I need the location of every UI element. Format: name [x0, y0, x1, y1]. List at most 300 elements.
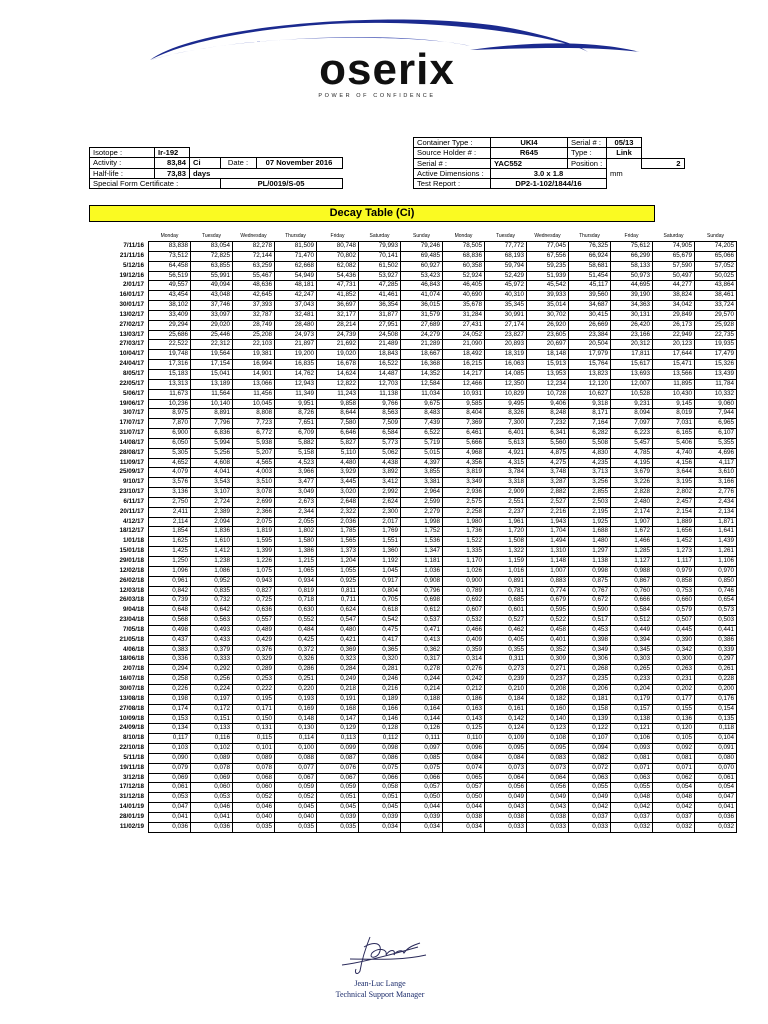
- activity-cell: 1,045: [359, 566, 401, 576]
- activity-cell: 0,046: [233, 803, 275, 813]
- activity-cell: 0,069: [191, 773, 233, 783]
- activity-cell: 0,394: [611, 635, 653, 645]
- source-holder-label: Source Holder # :: [414, 148, 491, 158]
- activity-cell: 0,226: [149, 684, 191, 694]
- activity-cell: 0,060: [233, 783, 275, 793]
- signature: [330, 925, 440, 977]
- activity-cell: 10,931: [443, 389, 485, 399]
- activity-cell: 0,522: [527, 616, 569, 626]
- row-date: 13/03/17: [119, 330, 144, 338]
- activity-cell: 3,226: [611, 478, 653, 488]
- activity-cell: 0,398: [569, 635, 611, 645]
- activity-cell: 6,522: [401, 429, 443, 439]
- activity-cell: 0,188: [401, 694, 443, 704]
- activity-cell: 3,892: [359, 468, 401, 478]
- table-row: [89, 261, 737, 271]
- activity-cell: 9,585: [443, 399, 485, 409]
- activity-cell: 0,292: [191, 665, 233, 675]
- activity-cell: 0,035: [233, 822, 275, 832]
- row-date: 31/07/17: [119, 429, 144, 437]
- active-dimensions-unit: mm: [610, 168, 623, 178]
- activity-cell: 0,601: [485, 606, 527, 616]
- activity-cell: 0,249: [317, 675, 359, 685]
- activity-cell: 12,234: [527, 379, 569, 389]
- activity-cell: 1,494: [527, 537, 569, 547]
- activity-cell: 42,645: [233, 291, 275, 301]
- activity-cell: 0,326: [275, 655, 317, 665]
- activity-cell: 0,917: [359, 576, 401, 586]
- activity-cell: 11,138: [359, 389, 401, 399]
- table-row: [89, 616, 737, 626]
- table-row: [89, 547, 737, 557]
- row-date: 11/02/19: [119, 822, 144, 830]
- activity-cell: 1,138: [569, 557, 611, 567]
- activity-cell: 0,043: [527, 803, 569, 813]
- activity-cell: 23,166: [611, 330, 653, 340]
- activity-cell: 2,411: [149, 507, 191, 517]
- activity-cell: 58,133: [611, 261, 653, 271]
- day-header: Tuesday: [202, 233, 221, 239]
- activity-cell: 18,148: [527, 350, 569, 360]
- activity-cell: 26,669: [569, 320, 611, 330]
- day-header: Wednesday: [534, 233, 561, 239]
- row-date: 22/10/18: [119, 744, 144, 752]
- activity-cell: 18,843: [359, 350, 401, 360]
- table-row: [89, 596, 737, 606]
- row-date: 26/02/18: [119, 576, 144, 584]
- activity-cell: 4,921: [485, 448, 527, 458]
- activity-cell: 4,565: [233, 458, 275, 468]
- activity-cell: 2,258: [443, 507, 485, 517]
- activity-cell: 19,935: [695, 340, 737, 350]
- activity-cell: 43,454: [149, 291, 191, 301]
- activity-cell: 7,509: [359, 419, 401, 429]
- activity-cell: 57,052: [695, 261, 737, 271]
- activity-cell: 14,624: [317, 369, 359, 379]
- activity-cell: 0,168: [317, 704, 359, 714]
- activity-cell: 1,075: [233, 566, 275, 576]
- activity-cell: 72,825: [191, 251, 233, 261]
- table-row: [89, 242, 737, 252]
- activity-cell: 13,566: [653, 369, 695, 379]
- activity-cell: 0,379: [191, 645, 233, 655]
- activity-cell: 0,045: [359, 803, 401, 813]
- activity-cell: 1,335: [443, 547, 485, 557]
- activity-cell: 1,285: [611, 547, 653, 557]
- serial-a-label: Serial # :: [568, 138, 607, 148]
- activity-cell: 0,060: [191, 783, 233, 793]
- activity-cell: 0,126: [401, 724, 443, 734]
- activity-cell: 6,107: [695, 429, 737, 439]
- activity-cell: 7,369: [443, 419, 485, 429]
- activity-cell: 0,033: [485, 822, 527, 832]
- activity-cell: 0,089: [233, 753, 275, 763]
- table-row: [89, 822, 737, 832]
- activity-cell: 24,279: [401, 330, 443, 340]
- activity-cell: 0,087: [317, 753, 359, 763]
- activity-cell: 2,936: [443, 488, 485, 498]
- activity-cell: 0,148: [275, 714, 317, 724]
- row-date: 19/12/16: [119, 271, 144, 279]
- activity-cell: 0,139: [569, 714, 611, 724]
- activity-cell: 4,968: [443, 448, 485, 458]
- table-row: [89, 438, 737, 448]
- activity-cell: 4,652: [149, 458, 191, 468]
- activity-cell: 79,246: [401, 242, 443, 252]
- activity-cell: 0,642: [191, 606, 233, 616]
- activity-cell: 0,045: [275, 803, 317, 813]
- activity-cell: 17,479: [695, 350, 737, 360]
- row-date: 16/07/18: [119, 675, 144, 683]
- activity-cell: 0,988: [611, 566, 653, 576]
- activity-cell: 2,174: [611, 507, 653, 517]
- signatory: [280, 978, 480, 1000]
- activity-cell: 4,275: [527, 458, 569, 468]
- activity-cell: 57,590: [653, 261, 695, 271]
- source-holder-value: R645: [491, 148, 568, 158]
- activity-cell: 3,166: [695, 478, 737, 488]
- activity-cell: 1,943: [527, 517, 569, 527]
- activity-cell: 0,685: [485, 596, 527, 606]
- activity-cell: 0,462: [485, 625, 527, 635]
- activity-cell: 1,480: [569, 537, 611, 547]
- activity-cell: 0,128: [359, 724, 401, 734]
- activity-cell: 15,041: [191, 369, 233, 379]
- activity-cell: 70,141: [359, 251, 401, 261]
- activity-cell: 10,140: [191, 399, 233, 409]
- activity-cell: 0,044: [443, 803, 485, 813]
- activity-cell: 16,835: [275, 360, 317, 370]
- activity-cell: 9,145: [653, 399, 695, 409]
- activity-cell: 1,625: [149, 537, 191, 547]
- position-label: Position :: [568, 158, 607, 168]
- activity-cell: 8,726: [275, 409, 317, 419]
- activity-cell: 45,972: [485, 281, 527, 291]
- activity-cell: 0,202: [653, 684, 695, 694]
- position-value: 2: [642, 158, 685, 168]
- activity-cell: 0,273: [485, 665, 527, 675]
- table-row: [89, 448, 737, 458]
- activity-cell: 3,107: [191, 488, 233, 498]
- activity-cell: 0,883: [527, 576, 569, 586]
- activity-cell: 1,297: [569, 547, 611, 557]
- activity-cell: 0,115: [233, 734, 275, 744]
- activity-cell: 0,177: [653, 694, 695, 704]
- table-row: [89, 291, 737, 301]
- activity-cell: 74,205: [695, 242, 737, 252]
- activity-cell: 12,007: [611, 379, 653, 389]
- activity-cell: 15,617: [611, 360, 653, 370]
- activity-cell: 0,136: [653, 714, 695, 724]
- activity-cell: 0,666: [611, 596, 653, 606]
- activity-cell: 81,509: [275, 242, 317, 252]
- activity-cell: 2,599: [401, 497, 443, 507]
- activity-cell: 0,125: [443, 724, 485, 734]
- activity-cell: 0,507: [653, 616, 695, 626]
- activity-cell: 0,573: [695, 606, 737, 616]
- activity-cell: 55,991: [191, 271, 233, 281]
- activity-cell: 0,071: [653, 763, 695, 773]
- activity-cell: 25,208: [233, 330, 275, 340]
- activity-cell: 6,341: [527, 429, 569, 439]
- row-date: 20/11/17: [119, 507, 144, 515]
- activity-cell: 1,439: [695, 537, 737, 547]
- activity-cell: 0,062: [653, 773, 695, 783]
- activity-cell: 0,047: [695, 793, 737, 803]
- activity-cell: 0,850: [695, 576, 737, 586]
- activity-cell: 2,237: [485, 507, 527, 517]
- row-date: 29/01/18: [119, 557, 144, 564]
- activity-cell: 59,235: [527, 261, 569, 271]
- activity-cell: 10,627: [569, 389, 611, 399]
- activity-cell: 0,184: [485, 694, 527, 704]
- activity-cell: 0,595: [527, 606, 569, 616]
- activity-cell: 0,070: [695, 763, 737, 773]
- row-date: 17/07/17: [119, 419, 144, 427]
- table-row: [89, 694, 737, 704]
- activity-cell: 2,134: [695, 507, 737, 517]
- activity-cell: 62,082: [317, 261, 359, 271]
- activity-cell: 0,057: [443, 783, 485, 793]
- activity-cell: 24,739: [317, 330, 359, 340]
- activity-cell: 0,216: [359, 684, 401, 694]
- activity-cell: 0,075: [359, 763, 401, 773]
- activity-cell: 2,503: [569, 497, 611, 507]
- activity-cell: 3,318: [485, 478, 527, 488]
- activity-cell: 0,311: [485, 655, 527, 665]
- activity-cell: 6,772: [233, 429, 275, 439]
- activity-cell: 8,808: [233, 409, 275, 419]
- activity-cell: 0,471: [401, 625, 443, 635]
- activity-cell: 9,766: [359, 399, 401, 409]
- activity-cell: 0,484: [275, 625, 317, 635]
- activity-cell: 16,215: [443, 360, 485, 370]
- activity-cell: 1,998: [401, 517, 443, 527]
- activity-cell: 31,877: [359, 310, 401, 320]
- activity-cell: 12,822: [317, 379, 359, 389]
- activity-cell: 1,170: [443, 557, 485, 567]
- activity-cell: 0,314: [443, 655, 485, 665]
- table-row: [89, 625, 737, 635]
- activity-cell: 6,223: [611, 429, 653, 439]
- activity-cell: 25,686: [149, 330, 191, 340]
- activity-cell: 0,097: [401, 744, 443, 754]
- activity-cell: 0,453: [569, 625, 611, 635]
- activity-cell: 30,131: [611, 310, 653, 320]
- day-header: Friday: [624, 233, 639, 239]
- activity-cell: 4,830: [569, 448, 611, 458]
- activity-cell: 56,519: [149, 271, 191, 281]
- activity-cell: 17,979: [569, 350, 611, 360]
- activity-cell: 0,068: [233, 773, 275, 783]
- activity-cell: 5,110: [317, 448, 359, 458]
- activity-cell: 9,495: [485, 399, 527, 409]
- container-info-table: [413, 137, 685, 189]
- activity-cell: 7,164: [569, 419, 611, 429]
- activity-cell: 0,078: [233, 763, 275, 773]
- activity-cell: 2,624: [359, 497, 401, 507]
- activity-cell: 0,781: [485, 586, 527, 596]
- activity-cell: 0,108: [527, 734, 569, 744]
- activity-cell: 0,105: [653, 734, 695, 744]
- activity-cell: 0,732: [191, 596, 233, 606]
- activity-cell: 11,456: [233, 389, 275, 399]
- table-row: [89, 281, 737, 291]
- activity-cell: 44,277: [653, 281, 695, 291]
- activity-cell: 2,855: [569, 488, 611, 498]
- signatory-name: Jean-Luc Lange: [354, 979, 406, 988]
- activity-cell: 0,246: [359, 675, 401, 685]
- table-row: [89, 301, 737, 311]
- row-date: 26/03/18: [119, 596, 144, 604]
- activity-cell: 0,204: [611, 684, 653, 694]
- activity-cell: 19,564: [191, 350, 233, 360]
- activity-cell: 58,681: [569, 261, 611, 271]
- activity-cell: 43,864: [695, 281, 737, 291]
- activity-cell: 0,069: [149, 773, 191, 783]
- activity-cell: 0,147: [317, 714, 359, 724]
- table-row: [89, 468, 737, 478]
- activity-cell: 1,386: [275, 547, 317, 557]
- activity-cell: 2,964: [401, 488, 443, 498]
- activity-cell: 2,300: [359, 507, 401, 517]
- activity-cell: 15,913: [527, 360, 569, 370]
- activity-cell: 0,077: [275, 763, 317, 773]
- activity-cell: 29,849: [653, 310, 695, 320]
- row-date: 8/10/18: [122, 734, 144, 742]
- activity-cell: 0,084: [443, 753, 485, 763]
- activity-cell: 0,053: [149, 793, 191, 803]
- activity-cell: 1,610: [191, 537, 233, 547]
- activity-cell: 75,612: [611, 242, 653, 252]
- activity-cell: 3,855: [401, 468, 443, 478]
- activity-cell: 10,728: [527, 389, 569, 399]
- activity-cell: 3,020: [317, 488, 359, 498]
- row-date: 6/11/17: [123, 497, 144, 505]
- activity-cell: 14,352: [401, 369, 443, 379]
- activity-cell: 5,560: [527, 438, 569, 448]
- halflife-label: Half-life :: [90, 168, 155, 178]
- activity-cell: 2,802: [653, 488, 695, 498]
- activity-cell: 0,372: [275, 645, 317, 655]
- test-report-label: Test Report :: [414, 179, 491, 189]
- activity-cell: 0,140: [527, 714, 569, 724]
- activity-cell: 15,326: [695, 360, 737, 370]
- row-date: 5/11/18: [123, 753, 144, 761]
- activity-cell: 3,510: [233, 478, 275, 488]
- activity-cell: 5,305: [149, 448, 191, 458]
- activity-cell: 72,144: [233, 251, 275, 261]
- activity-cell: 0,054: [695, 783, 737, 793]
- activity-cell: 0,239: [485, 675, 527, 685]
- activity-cell: 0,133: [191, 724, 233, 734]
- activity-cell: 27,951: [359, 320, 401, 330]
- day-header: Thursday: [579, 233, 600, 239]
- activity-cell: 0,138: [611, 714, 653, 724]
- activity-cell: 0,063: [569, 773, 611, 783]
- activity-cell: 28,480: [275, 320, 317, 330]
- activity-cell: 0,200: [695, 684, 737, 694]
- activity-cell: 0,035: [317, 822, 359, 832]
- activity-cell: 0,547: [317, 616, 359, 626]
- activity-cell: 9,231: [611, 399, 653, 409]
- activity-cell: 0,692: [443, 596, 485, 606]
- activity-cell: 0,527: [485, 616, 527, 626]
- activity-cell: 9,858: [317, 399, 359, 409]
- activity-cell: 0,195: [233, 694, 275, 704]
- activity-cell: 7,031: [653, 419, 695, 429]
- row-date: 9/04/18: [122, 606, 144, 614]
- activity-cell: 31,579: [401, 310, 443, 320]
- activity-cell: 0,174: [149, 704, 191, 714]
- type-value: Link: [607, 148, 642, 158]
- activity-cell: 0,206: [569, 684, 611, 694]
- activity-cell: 39,190: [611, 291, 653, 301]
- activity-cell: 7,232: [527, 419, 569, 429]
- row-date: 3/12/18: [122, 773, 144, 781]
- container-type-value: UKI4: [491, 138, 568, 148]
- activity-cell: 4,235: [569, 458, 611, 468]
- activity-cell: 6,836: [191, 429, 233, 439]
- activity-cell: 0,100: [275, 744, 317, 754]
- table-row: [89, 419, 737, 429]
- activity-cell: 0,198: [149, 694, 191, 704]
- activity-cell: 26,420: [611, 320, 653, 330]
- activity-cell: 12,466: [443, 379, 485, 389]
- activity-cell: 2,724: [191, 497, 233, 507]
- activity-cell: 1,399: [233, 547, 275, 557]
- activity-cell: 13,693: [611, 369, 653, 379]
- activity-cell: 0,084: [485, 753, 527, 763]
- activity-cell: 0,034: [359, 822, 401, 832]
- activity-cell: 0,480: [317, 625, 359, 635]
- activity-cell: 16,368: [401, 360, 443, 370]
- activity-cell: 6,461: [443, 429, 485, 439]
- table-row: [89, 310, 737, 320]
- activity-cell: 71,470: [275, 251, 317, 261]
- table-row: [89, 576, 737, 586]
- activity-cell: 1,854: [149, 527, 191, 537]
- activity-cell: 0,071: [611, 763, 653, 773]
- activity-cell: 39,933: [527, 291, 569, 301]
- activity-cell: 1,704: [527, 527, 569, 537]
- activity-cell: 0,891: [485, 576, 527, 586]
- row-date: 13/02/17: [119, 310, 144, 318]
- activity-cell: 0,309: [527, 655, 569, 665]
- activity-cell: 33,724: [695, 301, 737, 311]
- activity-cell: 0,109: [485, 734, 527, 744]
- activity-cell: 0,146: [359, 714, 401, 724]
- activity-cell: 4,195: [611, 458, 653, 468]
- activity-cell: 5,406: [653, 438, 695, 448]
- activity-cell: 8,248: [527, 409, 569, 419]
- table-row: [89, 369, 737, 379]
- row-date: 18/06/18: [119, 655, 144, 663]
- activity-cell: 38,824: [653, 291, 695, 301]
- activity-cell: 2,434: [695, 497, 737, 507]
- activity-cell: 60,927: [401, 261, 443, 271]
- activity-cell: 0,050: [443, 793, 485, 803]
- activity-cell: 13,953: [527, 369, 569, 379]
- activity-cell: 2,389: [191, 507, 233, 517]
- row-date: 15/01/18: [119, 547, 144, 555]
- activity-cell: 0,042: [569, 803, 611, 813]
- activity-cell: 73,512: [149, 251, 191, 261]
- activity-cell: 3,784: [485, 468, 527, 478]
- activity-cell: 8,326: [485, 409, 527, 419]
- activity-cell: 62,668: [275, 261, 317, 271]
- activity-cell: 0,051: [317, 793, 359, 803]
